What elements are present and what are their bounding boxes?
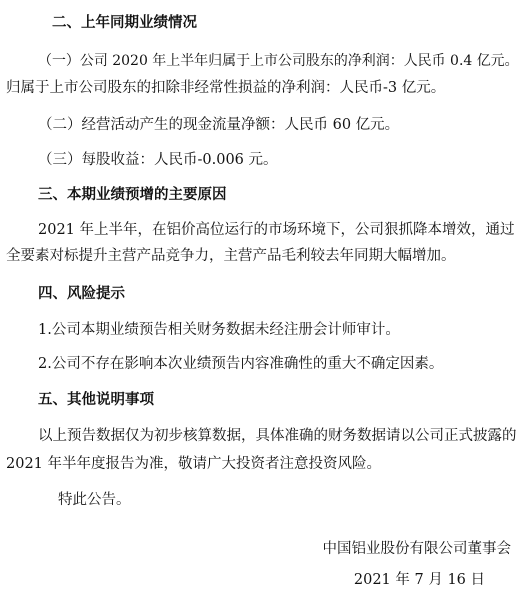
signature-date: 2021 年 7 月 16 日: [353, 572, 485, 588]
paragraph-cash-flow: （二）经营活动产生的现金流量净额：人民币 60 亿元。: [38, 117, 400, 133]
section-heading-prior-period: 二、上年同期业绩情况: [52, 15, 197, 31]
section-heading-other: 五、其他说明事项: [38, 392, 154, 408]
paragraph-eps: （三）每股收益：人民币-0.006 元。: [38, 152, 278, 168]
paragraph-other-line1: 以上预告数据仅为初步核算数据，具体准确的财务数据请以公司正式披露的: [38, 428, 517, 444]
signature-company: 中国铝业股份有限公司董事会: [322, 541, 511, 557]
section-heading-reasons: 三、本期业绩预增的主要原因: [38, 187, 227, 203]
paragraph-net-profit: （一）公司 2020 年上半年归属于上市公司股东的净利润：人民币 0.4 亿元。: [38, 53, 519, 69]
section-heading-risk: 四、风险提示: [38, 286, 125, 302]
paragraph-reasons-line1: 2021 年上半年，在铝价高位运行的市场环境下，公司狠抓降本增效，通过: [38, 222, 515, 238]
paragraph-closing: 特此公告。: [58, 492, 131, 508]
paragraph-reasons-line2: 全要素对标提升主营产品竞争力，主营产品毛利较去年同期大幅增加。: [6, 248, 456, 264]
paragraph-risk-1: 1.公司本期业绩预告相关财务数据未经注册会计师审计。: [38, 322, 400, 338]
paragraph-other-line2: 2021 年半年度报告为准，敬请广大投资者注意投资风险。: [6, 456, 382, 472]
paragraph-net-profit-deducted: 归属于上市公司股东的扣除非经常性损益的净利润：人民币-3 亿元。: [6, 80, 446, 96]
paragraph-risk-2: 2.公司不存在影响本次业绩预告内容准确性的重大不确定因素。: [38, 356, 444, 372]
